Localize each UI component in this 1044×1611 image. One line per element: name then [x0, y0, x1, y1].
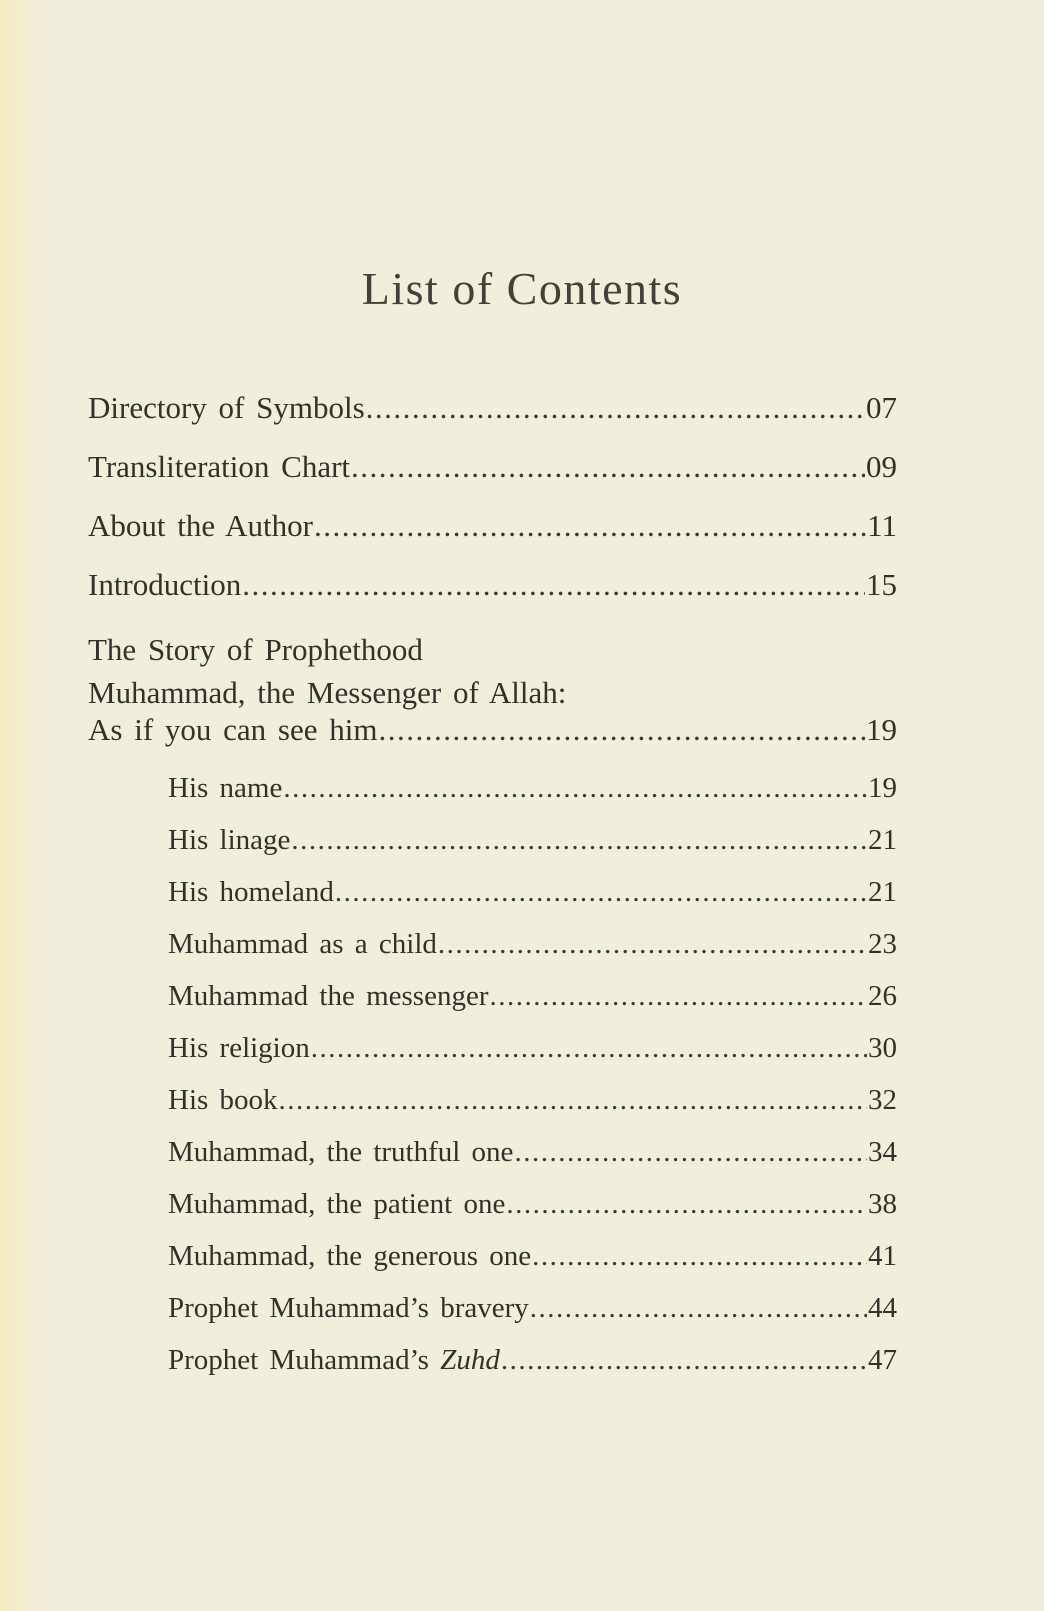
dot-leader	[501, 1345, 867, 1375]
toc-page-number: 26	[868, 980, 897, 1012]
toc-entry-label: His book	[168, 1084, 278, 1116]
toc-entry-label: Introduction	[88, 567, 242, 602]
dot-leader	[506, 1189, 867, 1219]
toc-entry-label: Transliteration Chart	[88, 449, 351, 484]
toc-entry-row	[168, 1189, 897, 1220]
toc-entry-label: His linage	[168, 824, 291, 856]
toc-entry-label: Prophet Muhammad’s bravery	[168, 1292, 529, 1324]
page-title: List of Contents	[361, 263, 683, 314]
toc-entry-row	[168, 1085, 897, 1116]
toc-entry-label: Prophet Muhammad’s Zuhd	[168, 1344, 500, 1376]
toc-entry-row	[88, 510, 897, 543]
toc-entry	[88, 773, 897, 804]
dot-leader	[378, 714, 865, 747]
dot-leader	[514, 1137, 867, 1167]
toc-entry-label: About the Author	[88, 508, 313, 543]
toc-page-number: 32	[868, 1084, 897, 1116]
toc-entry-row	[168, 1137, 897, 1168]
toc-page-number: 19	[866, 712, 897, 747]
toc-entry-label: His name	[168, 772, 283, 804]
toc-entry-label: Muhammad, the patient one	[168, 1188, 506, 1220]
toc-page-number: 19	[868, 772, 897, 804]
toc-page-number: 38	[868, 1188, 897, 1220]
dot-leader	[351, 451, 865, 484]
toc-entry-row	[168, 929, 897, 960]
toc-entry	[88, 981, 897, 1012]
toc-entry-row	[168, 877, 897, 908]
toc-page-number: 09	[866, 449, 897, 484]
toc-entry-label: His religion	[168, 1032, 310, 1064]
dot-leader	[366, 392, 865, 425]
dot-leader	[291, 825, 867, 855]
toc-entry	[88, 510, 897, 543]
toc-page-number: 21	[868, 876, 897, 908]
toc-entry-row	[168, 825, 897, 856]
toc-entry-label: Directory of Symbols	[88, 390, 365, 425]
toc-entry-row	[168, 1033, 897, 1064]
toc-entry	[88, 1189, 897, 1220]
toc-entry-row	[168, 1293, 897, 1324]
dot-leader	[311, 1033, 867, 1063]
toc-entry	[88, 569, 897, 602]
toc-entry-label: Muhammad, the generous one	[168, 1240, 532, 1272]
toc-entry	[88, 392, 897, 425]
toc-entry	[88, 877, 897, 908]
dot-leader	[530, 1293, 867, 1323]
toc-entry	[88, 1241, 897, 1272]
toc-page-number: 21	[868, 824, 897, 856]
toc-entry	[88, 1085, 897, 1116]
toc-entry-label: As if you can see him	[88, 712, 378, 747]
dot-leader	[335, 877, 867, 907]
toc-entry-row	[88, 714, 897, 747]
toc-entry	[88, 825, 897, 856]
toc-page-number: 11	[867, 508, 897, 543]
toc-page-number: 44	[868, 1292, 897, 1324]
toc-entry-row	[88, 451, 897, 484]
toc-entry	[88, 929, 897, 960]
toc-entry	[88, 1345, 897, 1376]
toc-entry-row	[168, 1345, 897, 1376]
dot-leader	[283, 773, 867, 803]
page-edge-shading	[0, 0, 40, 1611]
toc-page-number: 30	[868, 1032, 897, 1064]
toc-entry	[88, 628, 897, 747]
toc-entry	[88, 1137, 897, 1168]
toc-entry-row	[88, 392, 897, 425]
dot-leader	[314, 510, 866, 543]
toc-entry-line: Muhammad, the Messenger of Allah:	[88, 675, 567, 710]
dot-leader	[489, 981, 867, 1011]
toc-list	[88, 392, 897, 1397]
toc-entry	[88, 1033, 897, 1064]
toc-entry-label: Muhammad, the truthful one	[168, 1136, 514, 1168]
toc-entry-label: Muhammad as a child	[168, 928, 437, 960]
toc-entry-row	[88, 569, 897, 602]
toc-page-number: 15	[866, 567, 897, 602]
toc-entry-row	[168, 1241, 897, 1272]
toc-entry-row	[168, 981, 897, 1012]
toc-entry-row	[168, 773, 897, 804]
toc-entry	[88, 451, 897, 484]
dot-leader	[532, 1241, 867, 1271]
toc-page-number: 07	[866, 390, 897, 425]
toc-entry	[88, 1293, 897, 1324]
toc-entry-label: Muhammad the messenger	[168, 980, 489, 1012]
dot-leader	[279, 1085, 867, 1115]
toc-page-number: 41	[868, 1240, 897, 1272]
toc-entry-line: The Story of Prophethood	[88, 632, 423, 667]
toc-entry-label-italic: Zuhd	[440, 1344, 500, 1376]
toc-page-number: 34	[868, 1136, 897, 1168]
toc-entry-label: His homeland	[168, 876, 334, 908]
toc-page-number: 47	[868, 1344, 897, 1376]
dot-leader	[242, 569, 865, 602]
toc-page-number: 23	[868, 928, 897, 960]
dot-leader	[438, 929, 867, 959]
